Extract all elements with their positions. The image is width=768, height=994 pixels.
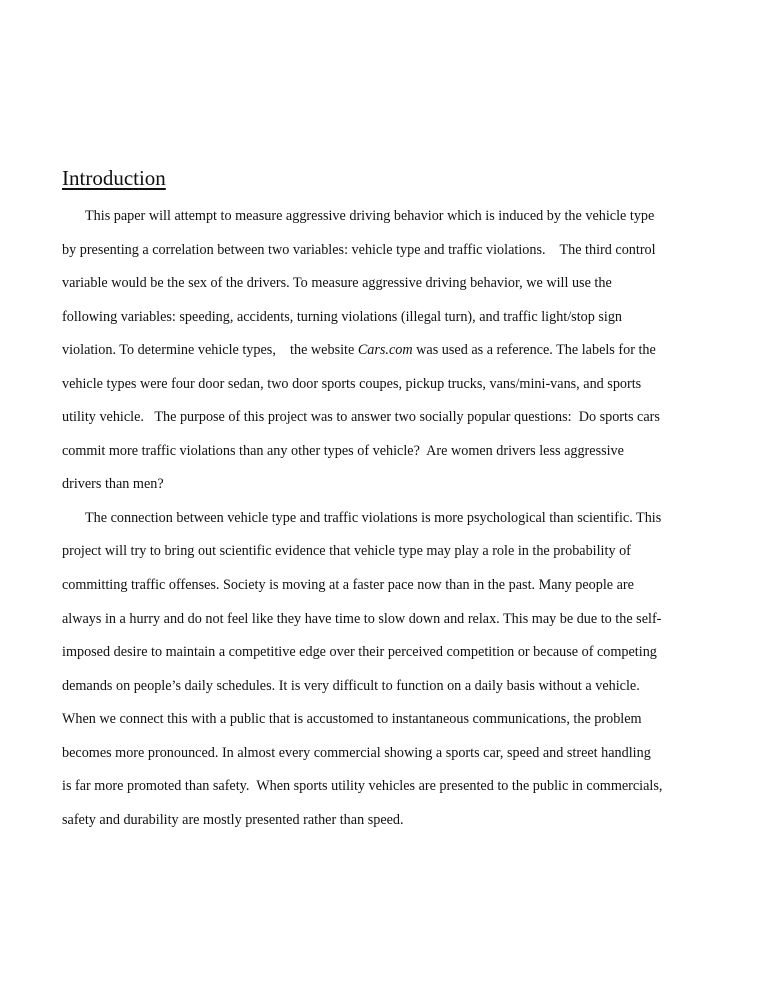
document-body xyxy=(62,205,722,842)
text-line: variable would be the sex of the drivers. To measure aggressive driving behavior, we will use the xyxy=(62,275,612,292)
text-line: When we connect this with a public that is accustomed to instantaneous communications, the problem xyxy=(62,711,642,728)
text-line: drivers than men? xyxy=(62,476,164,493)
text-line: safety and durability are mostly presented rather than speed. xyxy=(62,811,404,828)
text-line: vehicle types were four door sedan, two door sports coupes, pickup trucks, vans/mini-vans, and sports xyxy=(62,375,642,392)
text-line: always in a hurry and do not feel like they have time to slow down and relax. This may be due to the self- xyxy=(62,610,662,627)
text-line: committing traffic offenses. Society is moving at a faster pace now than in the past. Many people are xyxy=(62,577,634,594)
text-line: commit more traffic violations than any other types of vehicle? Are women drivers less aggressive xyxy=(62,442,624,459)
text-line: by presenting a correlation between two variables: vehicle type and traffic violations. The third control xyxy=(62,241,656,258)
text-line: This paper will attempt to measure aggressive driving behavior which is induced by the vehicle type xyxy=(85,208,655,224)
text-line: is far more promoted than safety. When sports utility vehicles are presented to the public in commercials, xyxy=(62,778,663,795)
text-segment: violation. To determine vehicle types, the website xyxy=(62,342,358,359)
text-line: imposed desire to maintain a competitive edge over their perceived competition or because of competing xyxy=(62,644,657,661)
text-line: project will try to bring out scientific evidence that vehicle type may play a role in the probability of xyxy=(62,543,631,560)
text-line: utility vehicle. The purpose of this project was to answer two socially popular questions: Do sports cars xyxy=(62,409,660,426)
text-line: demands on people’s daily schedules. It is very difficult to function on a daily basis without a vehicle. xyxy=(62,677,640,694)
text-segment: was used as a reference. The labels for the xyxy=(412,342,656,359)
text-line: The connection between vehicle type and traffic violations is more psychological than scientific. This xyxy=(85,509,662,526)
text-line: becomes more pronounced. In almost every commercial showing a sports car, speed and street handling xyxy=(62,744,651,761)
website-name: Cars.com xyxy=(357,342,413,359)
text-line: following variables: speeding, accidents, turning violations (illegal turn), and traffic light/stop sign xyxy=(62,308,623,325)
text-line xyxy=(62,339,722,373)
section-heading: Introduction xyxy=(62,166,166,190)
